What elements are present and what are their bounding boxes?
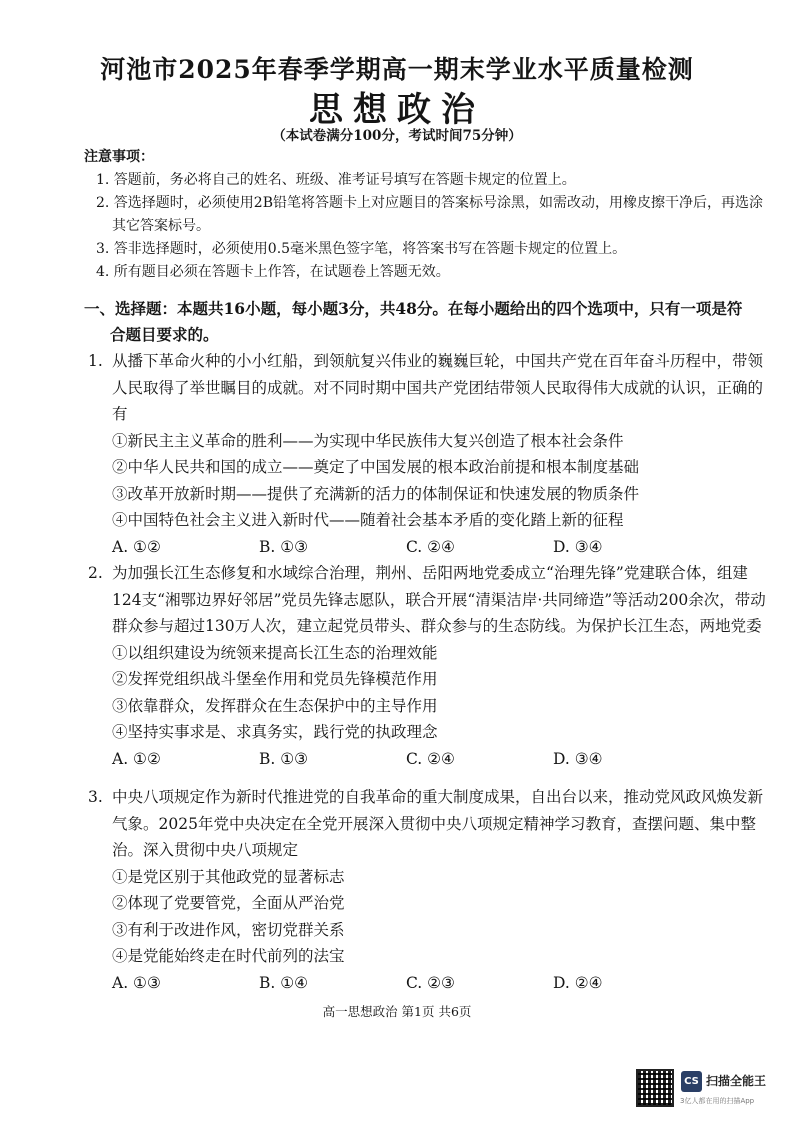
choice-c: C. ②④: [406, 749, 455, 768]
question-option: ③有利于改进作风，密切党群关系: [112, 920, 345, 939]
choice-a: A. ①③: [112, 973, 161, 992]
qr-code: [636, 1069, 674, 1107]
exam-title: 河池市2025年春季学期高一期末学业水平质量检测: [100, 55, 694, 84]
question-option: ②发挥党组织战斗堡垒作用和党员先锋模范作用: [112, 670, 438, 688]
page-footer: 高一思想政治 第1页 共6页: [322, 1004, 472, 1019]
section-heading: [84, 296, 774, 348]
choice-c: C. ②④: [406, 537, 455, 556]
question-option: ①是党区别于其他政党的显著标志: [112, 867, 345, 886]
notice-item: 4. 所有题目必须在答题卡上作答，在试题卷上答题无效。: [96, 264, 450, 280]
question-option: ②中华人民共和国的成立——奠定了中国发展的根本政治前提和根本制度基础: [112, 458, 640, 476]
question-number: 2.: [88, 564, 103, 582]
question-number: 1.: [88, 352, 103, 370]
section-heading-line: 一、选择题：本题共16小题，每小题3分，共48分。在每小题给出的四个选项中，只有一项是符: [84, 299, 743, 318]
camscanner-tagline: 3亿人都在用的扫描App: [680, 1097, 755, 1105]
question-stem: 为加强长江生态修复和水域综合治理，荆州、岳阳两地党委成立“治理先锋”党建联合体，组建124支“湘鄂边界好邻居”党员先锋志愿队，联合开展“清渠洁岸·共同缔造”等活动200余次，带动群众参与超过130万人次，建立起党员带头、群众参与的生态防线。为保护长江生态，两地党委: [112, 564, 766, 635]
question-option: ③依靠群众，发挥群众在生态保护中的主导作用: [112, 696, 438, 715]
choice-b: B. ①④: [259, 973, 309, 992]
answer-choices: [88, 534, 768, 561]
choice-a: A. ①②: [112, 749, 161, 768]
question-1: [88, 348, 768, 560]
question-option: ③改革开放新时期——提供了充满新的活力的体制保证和快速发展的物质条件: [112, 484, 640, 503]
choice-d: D. ③④: [553, 749, 603, 768]
choice-b: B. ①③: [259, 537, 309, 556]
question-number: 3.: [88, 788, 103, 806]
choice-a: A. ①②: [112, 537, 161, 556]
answer-choices: [88, 746, 768, 773]
notice-item: 2. 答选择题时，必须使用2B铅笔将答题卡上对应题目的答案标号涂黑，如需改动，用橡皮擦干净后，再选涂其它答案标号。: [96, 195, 764, 234]
question-stem: 中央八项规定作为新时代推进党的自我革命的重大制度成果，自出台以来，推动党风政风焕发新气象。2025年党中央决定在全党开展深入贯彻中央八项规定精神学习教育，查摆问题、集中整治。深入贯彻中央八项规定: [112, 788, 764, 859]
question-3: [88, 784, 768, 996]
question-option: ①新民主主义革命的胜利——为实现中华民族伟大复兴创造了根本社会条件: [112, 431, 624, 450]
subject-title: 思想政治: [309, 90, 485, 130]
section-heading-line: 合题目要求的。: [110, 325, 219, 344]
question-option: ②体现了党要管党，全面从严治党: [112, 894, 345, 912]
question-stem: 从播下革命火种的小小红船，到领航复兴伟业的巍巍巨轮，中国共产党在百年奋斗历程中，带领人民取得了举世瞩目的成就。对不同时期中国共产党团结带领人民取得伟大成就的认识，正确的有: [112, 352, 764, 423]
camscanner-name: 扫描全能王: [706, 1074, 767, 1088]
answer-choices: [88, 970, 768, 997]
question-option: ④是党能始终走在时代前列的法宝: [112, 947, 345, 965]
choice-b: B. ①③: [259, 749, 309, 768]
choice-d: D. ②④: [553, 973, 603, 992]
notice-block: [84, 146, 774, 284]
notice-item: 3. 答非选择题时，必须使用0.5毫米黑色签字笔，将答案书写在答题卡规定的位置上。: [96, 241, 627, 257]
choice-d: D. ③④: [553, 537, 603, 556]
question-option: ④中国特色社会主义进入新时代——随着社会基本矛盾的变化踏上新的征程: [112, 511, 624, 529]
exam-info: （本试卷满分100分，考试时间75分钟）: [272, 128, 522, 144]
question-option: ④坚持实事求是、求真务实，践行党的执政理念: [112, 723, 438, 741]
notice-item: 1. 答题前，务必将自己的姓名、班级、准考证号填写在答题卡规定的位置上。: [96, 172, 576, 188]
camscanner-logo-icon: CS: [681, 1071, 702, 1092]
choice-c: C. ②③: [406, 973, 455, 992]
question-2: [88, 560, 768, 772]
notice-title: 注意事项：: [84, 149, 154, 165]
question-option: ①以组织建设为统领来提高长江生态的治理效能: [112, 643, 438, 662]
